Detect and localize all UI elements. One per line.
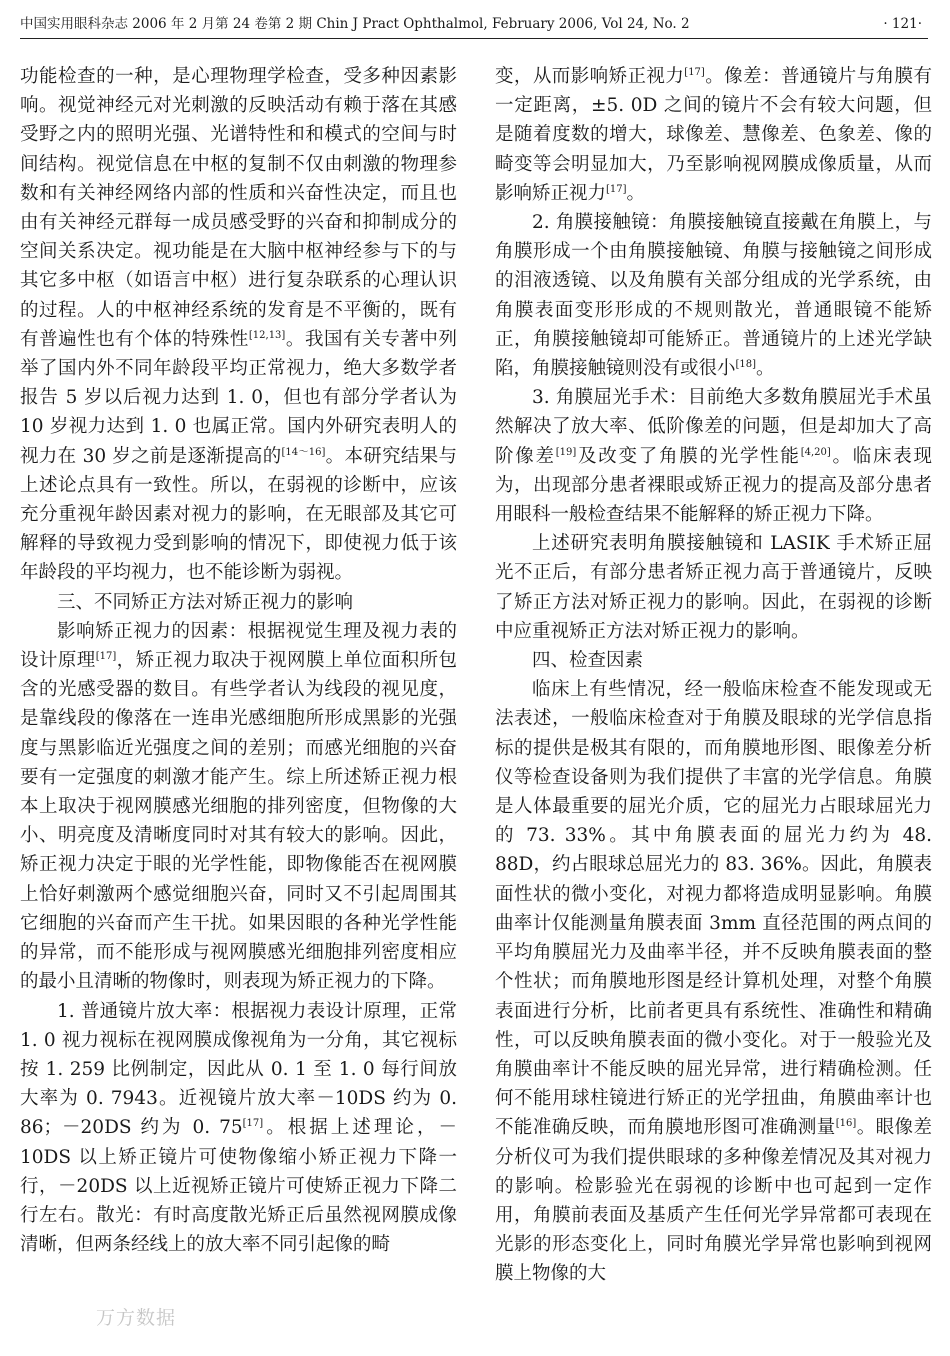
citation: [12,13] xyxy=(248,329,286,341)
paragraph: 临床上有些情况，经一般临床检查不能发现或无法表述，一般临床检查对于角膜及眼球的光学信息指标的提供是极其有限的，而角膜地形图、眼像差分析仪等检查设备则为我们提供了丰富的光学信息。角膜是人体最重要的屈光介质，它的屈光力占眼球屈光力的 73. 33%。其中角膜表面的屈光力约为 48. 88D，约占眼球总屈光力的 83. 36%。因此，角膜表面性状的微小变化，对视力都将造成明显影响。角膜曲率计仅能测量角膜表面 3mm 直径范围的两点间的平均角膜屈光力及曲率半径，并不反映角膜表面的整个性状；而角膜地形图是经计算机处理，对整个角膜表面进行分析，比前者更具有系统性、准确性和精确性，可以反映角膜表面的微小变化。对于一般验光及角膜曲率计不能反映的屈光异常，进行精确检测。任何不能用球柱镜进行矫正的光学扭曲，角膜曲率计也不能准确反映，而角膜地形图可准确测量[16]。眼像差分析仪可为我们提供眼球的多种像差情况及其对视力的影响。检影验光在弱视的诊断中也可起到一定作用，角膜前表面及基质产生任何光学异常都可表现在光影的形态变化上，同时角膜光学异常也影响到视网膜上物像的大 xyxy=(495,679,932,1285)
citation: [14～16] xyxy=(281,446,326,458)
citation: [4,20] xyxy=(800,446,831,458)
paragraph: 变，从而影响矫正视力[17]。像差：普通镜片与角膜有一定距离，±5. 0D 之间的镜片不会有较大问题，但是随着度数的增大，球像差、慧像差、色象差、像的畸变等会明显加大，乃至影响视网膜成像质量，从而影响矫正视力[17]。 xyxy=(495,66,932,204)
citation: [18] xyxy=(735,359,757,371)
paragraph: 2. 角膜接触镜：角膜接触镜直接戴在角膜上，与角膜形成一个由角膜接触镜、角膜与接触镜之间形成的泪液透镜、以及角膜有关部分组成的光学系统，由角膜表面变形形成的不规则散光，普通眼镜不能矫正，角膜接触镜却可能矫正。普通镜片的上述光学缺陷，角膜接触镜则没有或很小[18]。 xyxy=(495,212,932,380)
section-heading: 三、不同矫正方法对矫正视力的影响 xyxy=(57,591,354,613)
watermark: 万方数据 xyxy=(96,1307,177,1329)
paragraph: 1. 普通镜片放大率：根据视力表设计原理，正常 1. 0 视力视标在视网膜成像视角为一分角，其它视标按 1. 259 比例制定，因此从 0. 1 至 1. 0 每行间放大率为 0. 7943。近视镜片放大率－10DS 约为 0. 86；－20DS 约为 0. 75[17]。根据上述理论，－10DS 以上矫正镜片可使物像缩小矫正视力下降一行，－20DS 以上近视矫正镜片可使矫正视力下降二行左右。散光：有时高度散光矫正后虽然视网膜成像清晰，但两条经线上的放大率不同引起像的畸 xyxy=(20,1000,457,1256)
paragraph: 3. 角膜屈光手术：目前绝大多数角膜屈光手术虽然解决了放大率、低阶像差的问题，但是却加大了高阶像差[19]及改变了角膜的光学性能[4,20]。临床表现为，出现部分患者裸眼或矫正视力的提高及部分患者用眼科一般检查结果不能解释的矫正视力下降。 xyxy=(495,387,932,526)
right-column xyxy=(495,62,932,1289)
citation: [17] xyxy=(606,183,627,195)
citation: [17] xyxy=(684,67,705,78)
page-number: · 121· xyxy=(883,16,922,32)
citation: [16] xyxy=(835,1118,857,1130)
citation: [17] xyxy=(95,651,117,663)
paragraph: 功能检查的一种，是心理物理学检查，受多种因素影响。视觉神经元对光刺激的反映活动有赖于落在其感受野之内的照明光强、光谱特性和和模式的空间与时间结构。视觉信息在中枢的复制不仅由刺激的物理参数和有关神经网络内部的性质和兴奋性决定，而且也由有关神经元群每一成员感受野的兴奋和抑制成分的空间关系决定。视功能是在大脑中枢神经参与下的与其它多中枢（如语言中枢）进行复杂联系的心理认识的过程。人的中枢神经系统的发育是不平衡的，既有有普遍性也有个体的特殊性[12,13]。我国有关专著中列举了国内外不同年龄段平均正常视力，绝大多数学者报告 5 岁以后视力达到 1. 0，但也有部分学者认为 10 岁视力达到 1. 0 也属正常。国内外研究表明人的视力在 30 岁之前是逐渐提高的[14～16]。本研究结果与上述论点具有一致性。所以，在弱视的诊断中，应该充分重视年龄因素对视力的影响，在无眼部及其它可解释的导致视力受到影响的情况下，即使视力低于该年龄段的平均视力，也不能诊断为弱视。 xyxy=(20,66,457,584)
citation: [19] xyxy=(555,446,577,458)
paragraph: 上述研究表明角膜接触镜和 LASIK 手术矫正屈光不正后，有部分患者矫正视力高于普通镜片，反映了矫正方法对矫正视力的影响。因此，在弱视的诊断中应重视矫正方法对矫正视力的影响。 xyxy=(495,533,932,642)
section-heading: 四、检查因素 xyxy=(532,650,644,672)
journal-citation: 中国实用眼科杂志 2006 年 2 月第 24 卷第 2 期 Chin J Pract Ophthalmol, February 2006, Vol 24, No. 2 xyxy=(20,16,690,32)
running-header xyxy=(20,10,928,39)
citation: [17] xyxy=(242,1118,264,1130)
left-column xyxy=(20,62,457,1259)
paragraph: 影响矫正视力的因素：根据视觉生理及视力表的设计原理[17]，矫正视力取决于视网膜上单位面积所包含的光感受器的数目。有些学者认为线段的视见度，是靠线段的像落在一连串光感细胞所形成黑影的光强度与黑影临近光强度之间的差别；而感光细胞的兴奋要有一定强度的刺激才能产生。综上所述矫正视力根本上取决于视网膜感光细胞的排列密度，但物像的大小、明亮度及清晰度同时对其有较大的影响。因此，矫正视力决定于眼的光学性能，即物像能否在视网膜上恰好刺激两个感觉细胞兴奋，同时又不引起周围其它细胞的兴奋而产生干扰。如果因眼的各种光学性能的异常，而不能形成与视网膜感光细胞排列密度相应的最小且清晰的物像时，则表现为矫正视力的下降。 xyxy=(20,620,457,993)
